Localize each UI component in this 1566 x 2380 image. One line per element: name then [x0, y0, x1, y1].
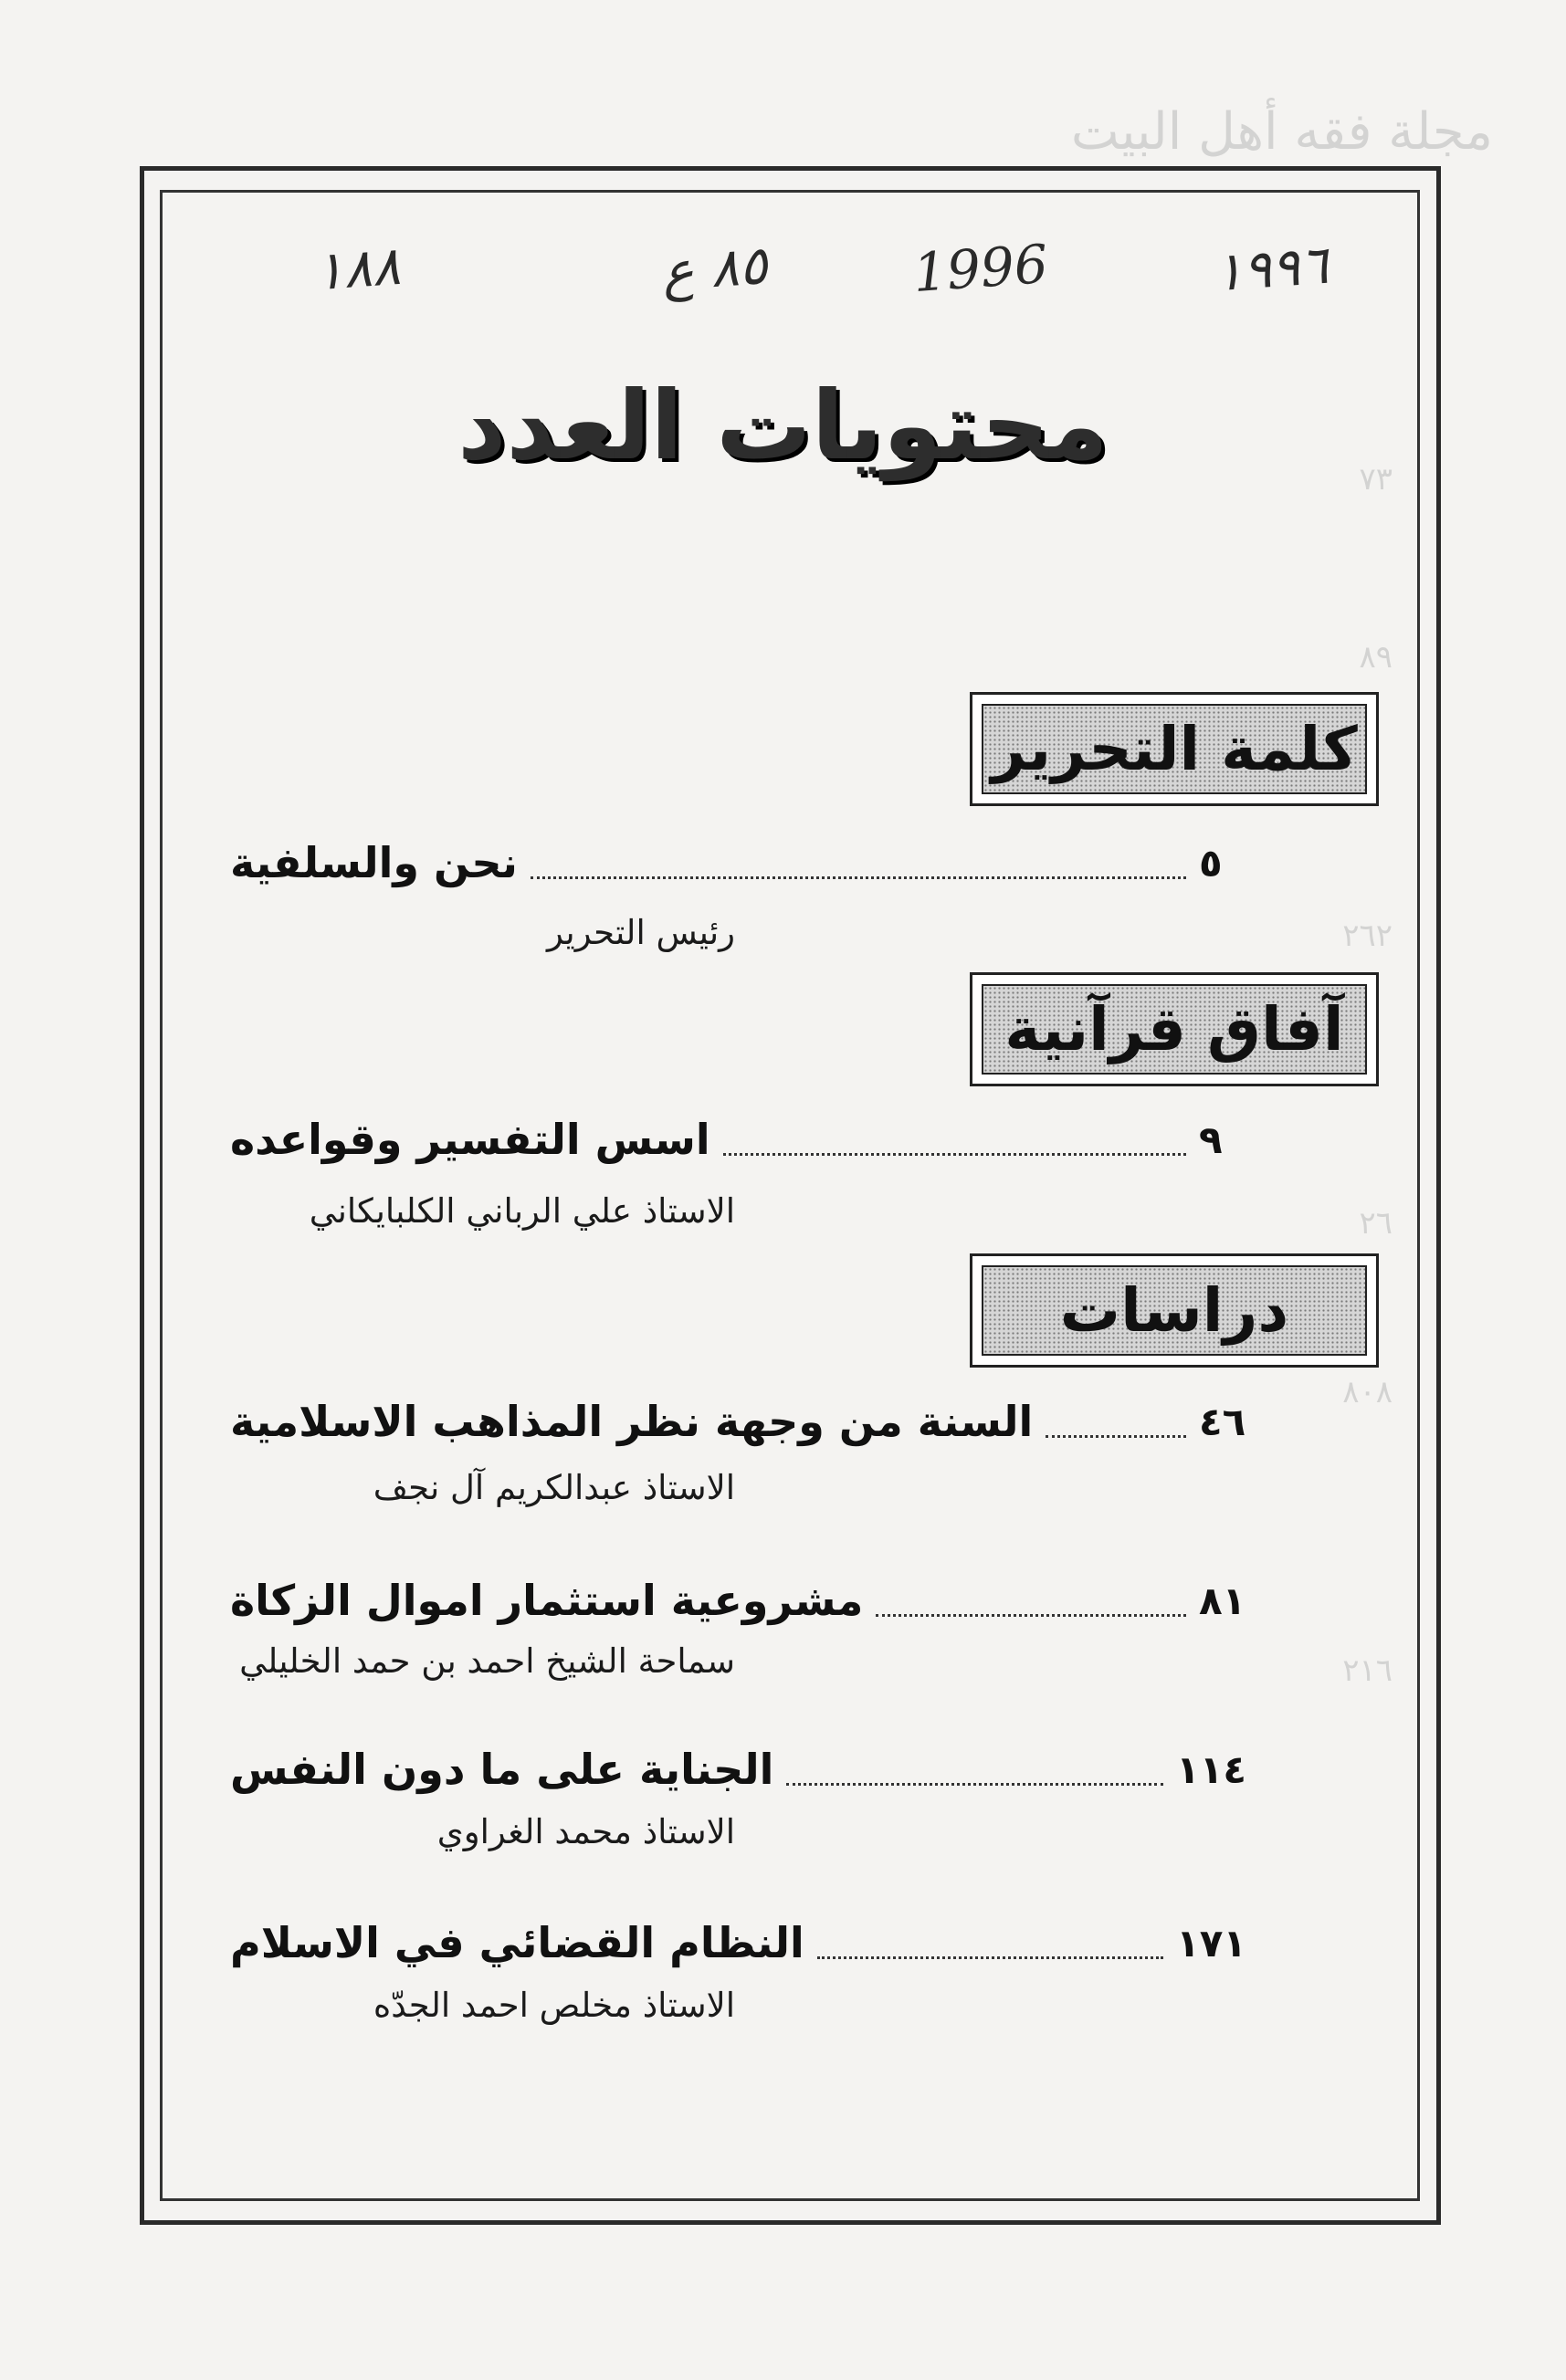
toc-entry[interactable]: [230, 1737, 1246, 1801]
dot-leader: [1046, 1435, 1186, 1438]
article-title: النظام القضائي في الاسلام: [230, 1918, 804, 1967]
toc-entry[interactable]: [230, 1568, 1246, 1632]
bleed-through-number: ٧٣: [1359, 461, 1393, 498]
article-title: السنة من وجهة نظر المذاهب الاسلامية: [230, 1397, 1034, 1446]
dot-leader: [876, 1614, 1186, 1617]
toc-entry[interactable]: [230, 1107, 1246, 1171]
bleed-through-number: ٨٩: [1359, 639, 1393, 676]
bleed-through-number: ٢١٦: [1342, 1652, 1393, 1689]
section-banner: [970, 972, 1379, 1086]
page-number: ١٧١: [1176, 1920, 1246, 1966]
bleed-through-header: مجلة فقه أهل البيت: [1070, 102, 1493, 162]
toc-entry[interactable]: [230, 831, 1246, 895]
toc-entry[interactable]: [230, 1911, 1246, 1975]
page-number: ١١٤: [1176, 1746, 1246, 1792]
section-heading: كلمة التحرير: [982, 704, 1367, 794]
bleed-through-number: ٨٠٨: [1342, 1374, 1393, 1410]
dot-leader: [531, 876, 1186, 879]
page-number: ٨١: [1199, 1578, 1246, 1623]
dot-leader: [817, 1956, 1163, 1959]
toc-entry[interactable]: [230, 1389, 1246, 1453]
article-title: مشروعية استثمار اموال الزكاة: [230, 1576, 864, 1625]
section-heading: دراسات: [982, 1265, 1367, 1356]
dot-leader: [723, 1153, 1186, 1156]
section-banner: [970, 692, 1379, 806]
page-number: ٥: [1199, 840, 1223, 886]
article-author: الاستاذ علي الرباني الكلبايكاني: [309, 1191, 735, 1231]
page-number: ٩: [1199, 1117, 1223, 1162]
page-title: محتويات العدد: [457, 370, 1109, 481]
article-author: الاستاذ عبدالكريم آل نجف: [373, 1468, 735, 1507]
handwritten-year: 1996: [910, 232, 1050, 305]
page-number: ٤٦: [1199, 1399, 1246, 1444]
handwritten-number: ٨٥ ع: [659, 234, 770, 303]
article-title: اسس التفسير وقواعده: [230, 1115, 710, 1164]
bleed-through-number: ٢٦: [1359, 1205, 1393, 1242]
article-title: نحن والسلفية: [230, 838, 518, 887]
article-author: الاستاذ محمد الغراوي: [436, 1812, 735, 1851]
handwritten-number: ١٨٨: [312, 234, 403, 303]
article-author: الاستاذ مخلص احمد الجدّه: [373, 1986, 735, 2025]
article-author: سماحة الشيخ احمد بن حمد الخليلي: [239, 1641, 735, 1681]
dot-leader: [786, 1783, 1163, 1786]
handwritten-year: ١٩٩٦: [1212, 233, 1330, 304]
bleed-through-number: ٢٦٢: [1342, 917, 1393, 954]
article-author: رئيس التحرير: [547, 913, 735, 952]
section-banner: [970, 1253, 1379, 1368]
article-title: الجناية على ما دون النفس: [230, 1745, 774, 1794]
section-heading: آفاق قرآنية: [982, 984, 1367, 1075]
